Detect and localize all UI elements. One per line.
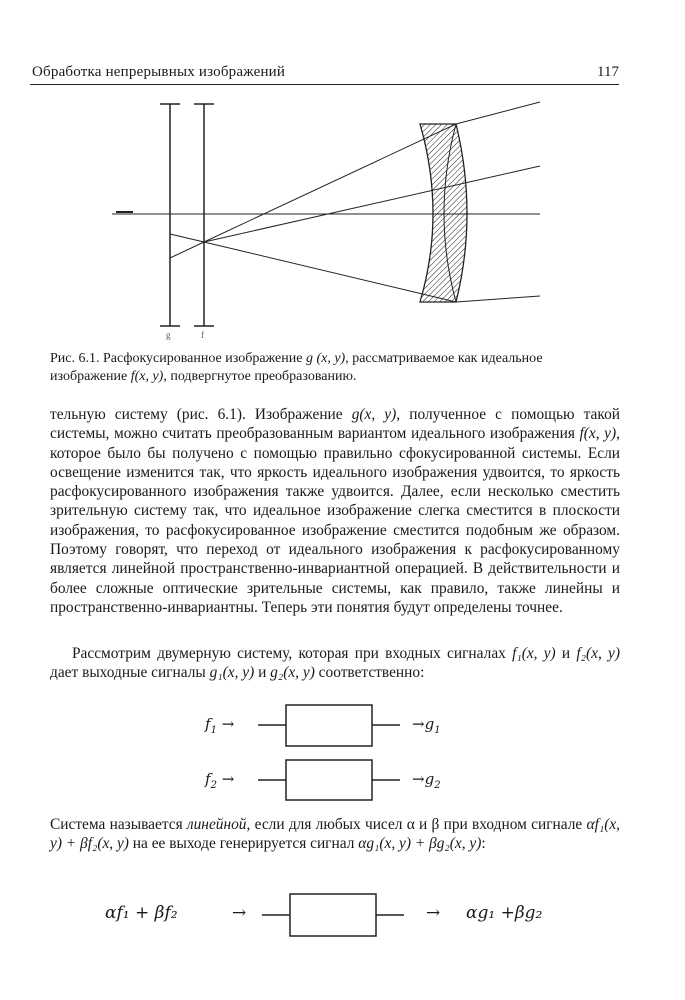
output-g1: $\to g_1$: [412, 715, 441, 736]
system-block-2: [258, 760, 400, 800]
system-block-3: [262, 894, 404, 936]
running-title: Обработка непрерывных изображений: [32, 64, 286, 80]
paragraph-2: Рассмотрим двумерную систему, которая при входных сигналах f₁(x, y) и f₂(x, y) дает выходные сигналы g₁(x, y) и g₂(x, y) соответственно:: [50, 645, 620, 682]
figure-caption: Рис. 6.1. Расфокусированное изображение g (x, y), рассматриваемое как идеальное изображение f(x, y), подвергнутое преобразованию.: [50, 351, 543, 384]
plane-g-label: g: [166, 330, 171, 340]
input-arrow: →: [232, 903, 247, 923]
output-arrow: →: [426, 903, 441, 923]
input-f1: $f_1$ →: [205, 715, 235, 736]
paragraph-1: тельную систему (рис. 6.1). Изображение g(x, y), полученное с помощью такой системы, можно считать преобразованным вариантом идеального изображения f(x, y), которое было бы получено с помощью правильно сфокусированной системы. Если освещение изменится так, что яркость идеального изображения удвоится, то яркость расфокусированного изображения также удвоится. Далее, если несколько сместить зрительную систему так, что идеальное изображение слегка сместится в плоскости изображения, то расфокусированное изображение сместится подобным же образом. Поэтому говорят, что переход от идеального изображения к расфокусированному является линейной пространственно-инвариантной операцией. В действительности и более сложные оптические зрительные системы, как правило, также линейны и пространственно-инвариантны. Теперь эти понятия будут определены точнее.: [50, 406, 621, 616]
combined-output: αg₁ +βg₂: [466, 903, 543, 923]
page-number: 117: [597, 64, 619, 80]
combined-input: αf₁ + βf₂: [105, 903, 178, 923]
paragraph-3: Система называется линейной, если для любых чисел α и β при входном сигнале αf₁(x, y) + βf₂(x, y) на ее выходе генерируется сигнал αg₁(x, y) + βg₂(x, y):: [50, 816, 620, 853]
plane-f-label: f: [201, 330, 204, 340]
system-block-1: [258, 705, 400, 746]
input-f2: $f_2$ →: [205, 770, 235, 791]
output-g2: $\to g_2$: [412, 770, 441, 791]
